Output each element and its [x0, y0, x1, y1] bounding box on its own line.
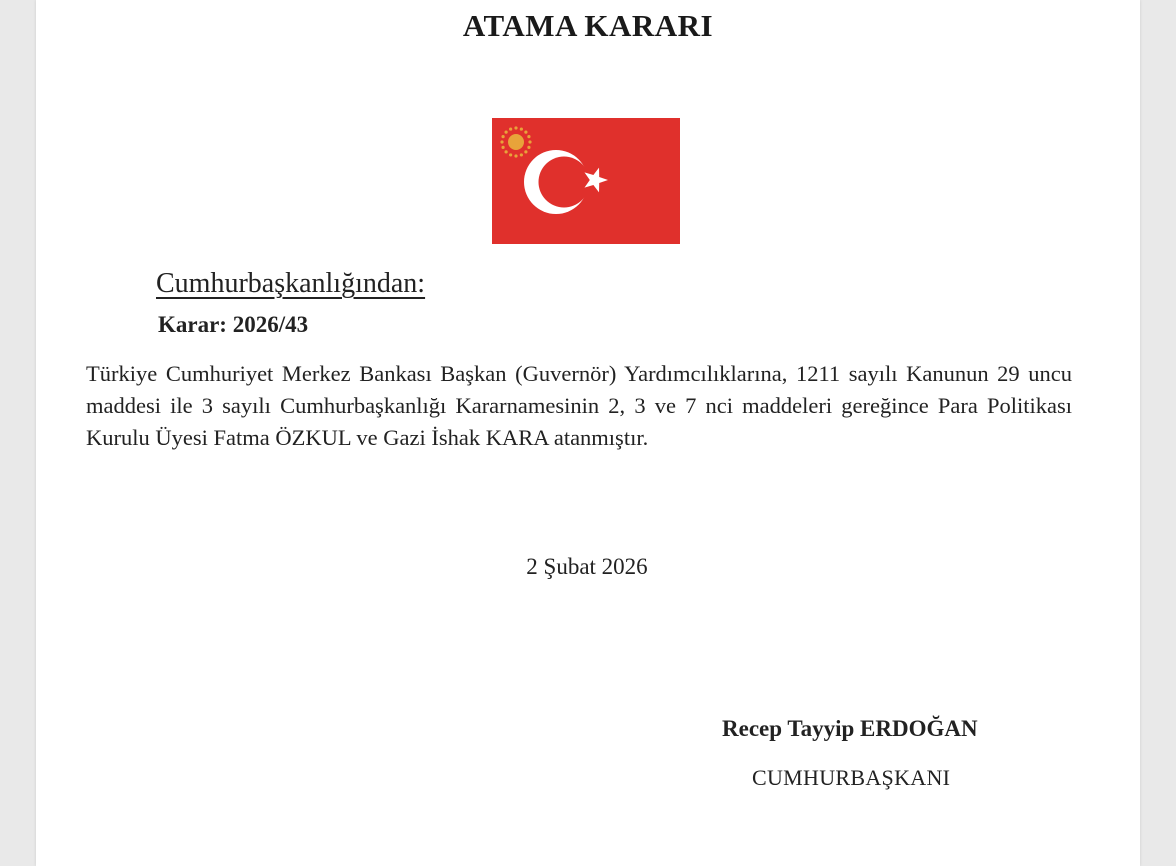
decision-number: Karar: 2026/43 [158, 312, 309, 337]
turkish-flag-icon [492, 118, 680, 244]
document-title: ATAMA KARARI [462, 8, 714, 43]
decision-body-text: Türkiye Cumhuriyet Merkez Bankası Başkan (Guvernör) Yardımcılıklarına, 1211 sayılı Kanunun 29 uncu maddesi ile 3 sayılı Cumhurbaşkanlığı Kararnamesinin 2, 3 ve 7 nci maddeleri gereğince Para Politikası Kurulu Üyesi Fatma ÖZKUL ve Gazi İshak KARA atanmıştır. [86, 361, 1072, 450]
document-page [36, 0, 1140, 866]
signer-title: CUMHURBAŞKANI [752, 765, 951, 790]
issuer-heading: Cumhurbaşkanlığından: [156, 268, 426, 299]
decision-date: 2 Şubat 2026 [526, 554, 648, 579]
signer-name: Recep Tayyip ERDOĞAN [722, 716, 978, 741]
